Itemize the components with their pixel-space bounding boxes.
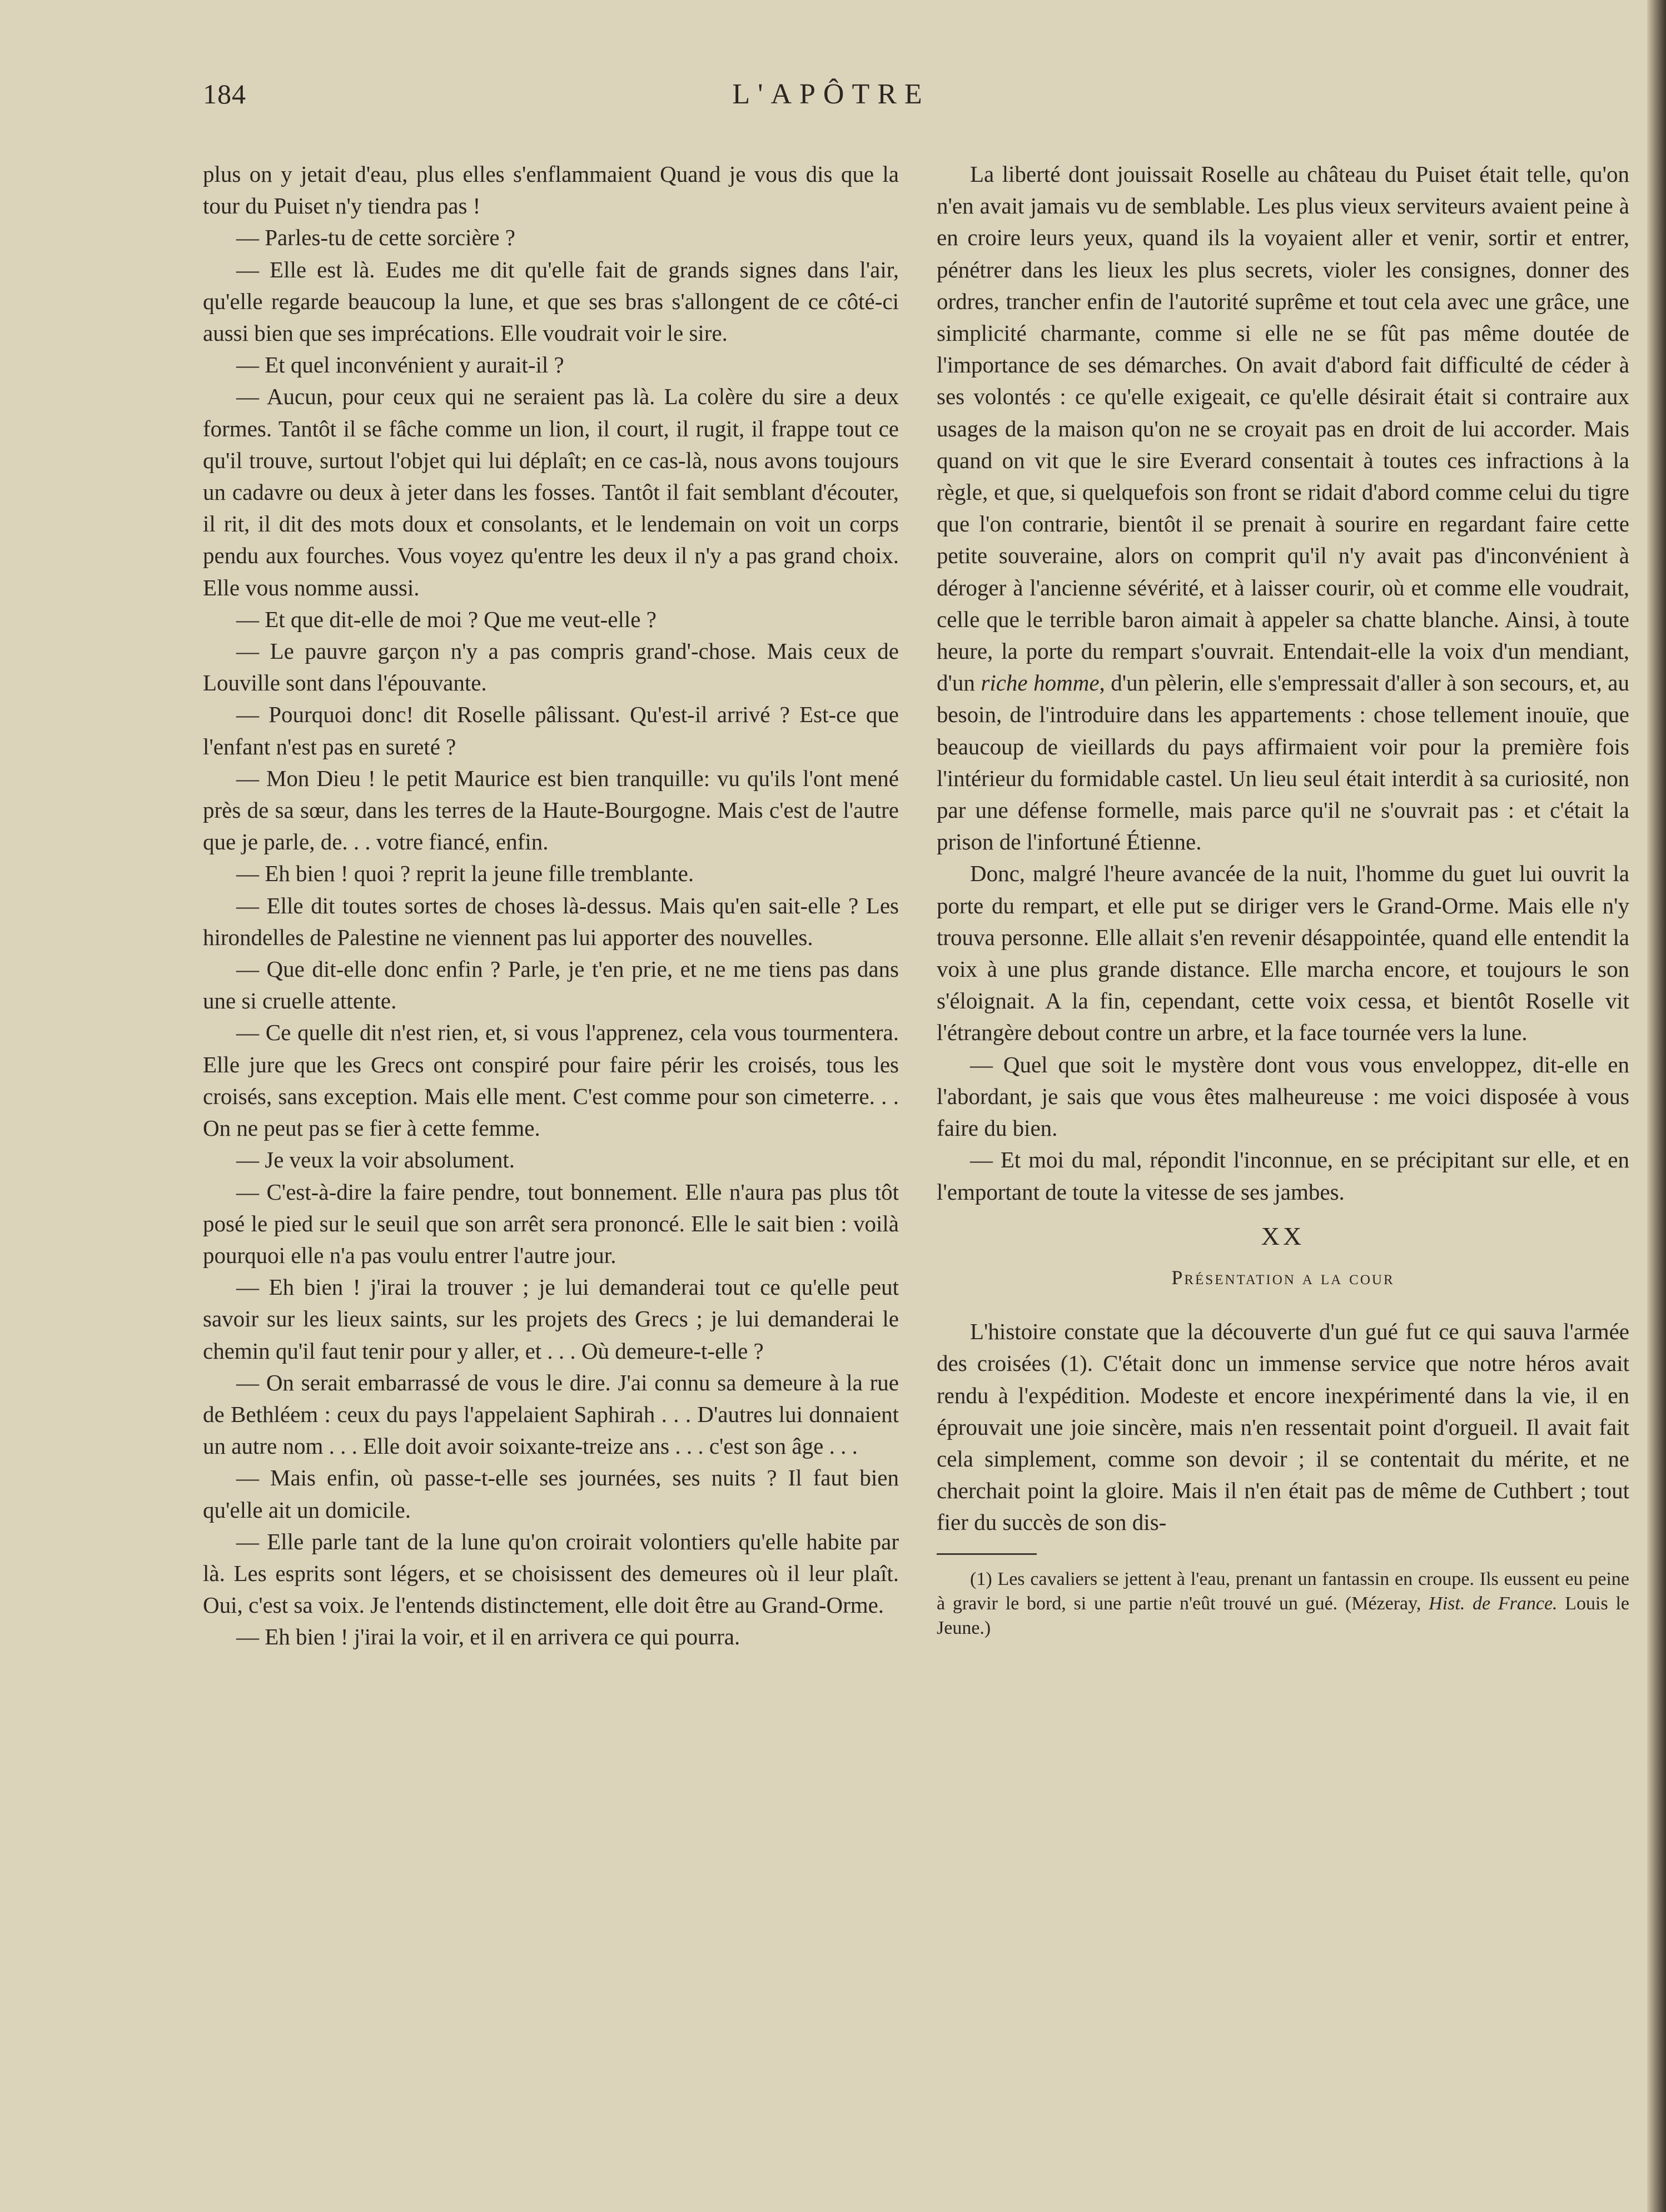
- paragraph: [937, 158, 1629, 858]
- paragraph: — Eh bien ! quoi ? reprit la jeune fille tremblante.: [236, 861, 694, 887]
- running-head: [203, 78, 1459, 122]
- paragraph: — Parles-tu de cette sorcière ?: [236, 225, 516, 251]
- paragraph: plus on y jetait d'eau, plus elles s'enflammaient Quand je vous dis que la tour du Puiset n'y tiendra pas !: [203, 161, 899, 219]
- paragraph: — Mon Dieu ! le petit Maurice est bien tranquille: vu qu'ils l'ont mené près de sa sœur, dans les terres de la Haute-Bourgogne. Mais c'est de l'autre que je parle, de. . . votre fiancé, enfin.: [203, 765, 899, 855]
- italic-phrase: riche homme: [981, 670, 1100, 696]
- paragraph: — Pourquoi donc! dit Roselle pâlissant. Qu'est-il arrivé ? Est-ce que l'enfant n'est pas en sureté ?: [203, 702, 899, 759]
- paragraph: — Et quel inconvénient y aurait-il ?: [236, 352, 564, 378]
- paragraph: — C'est-à-dire la faire pendre, tout bonnement. Elle n'aura pas plus tôt posé le pied sur le seuil que son arrêt sera prononcé. Elle le sait bien : voilà pourquoi elle n'a pas voulu entrer l'autre jour.: [203, 1179, 899, 1268]
- chapter-title: Présentation a la cour: [1171, 1266, 1395, 1289]
- paragraph: — Et que dit-elle de moi ? Que me veut-elle ?: [236, 606, 657, 632]
- paragraph-text: , d'un pèlerin, elle s'empressait d'aller à son secours, et, au besoin, de l'introduire dans les appartements : chose tellement inouïe, que beaucoup de vieillards du pays affirmaient voir pour la première fois l'intérieur du formidable castel. Un lieu seul était interdit à sa curiosité, non par une défense formelle, mais parce qu'il ne s'ouvrait pas : et c'était la prison de l'infortuné Étienne.: [937, 670, 1629, 855]
- paragraph: — On serait embarrassé de vous le dire. J'ai connu sa demeure à la rue de Bethléem : ceux du pays l'appelaient Saphirah . . . D'autres lui donnaient un autre nom . . . Elle doit avoir soixante-treize ans . . . c'est son âge . . .: [203, 1369, 899, 1459]
- footnote-divider: [937, 1553, 1037, 1555]
- paragraph: — Que dit-elle donc enfin ? Parle, je t'en prie, et ne me tiens pas dans une si cruelle attente.: [203, 956, 899, 1014]
- paragraph: — Le pauvre garçon n'y a pas compris grand'-chose. Mais ceux de Louville sont dans l'épouvante.: [203, 638, 899, 696]
- paragraph-text: La liberté dont jouissait Roselle au château du Puiset était telle, qu'on n'en avait jamais vu de semblable. Les plus vieux serviteurs avaient peine à en croire leurs yeux, quand ils la voyaient aller et venir, sortir et entrer, pénétrer dans les lieux les plus secrets, violer les consignes, donner des ordres, trancher enfin de l'autorité suprême et tout cela avec une grâce, une simplicité charmante, comme si elle ne se fût pas même doutée de l'importance de ses démarches. On avait d'abord fait difficulté de céder à ses volontés : ce qu'elle exigeait, ce qu'elle désirait était si contraire aux usages de la maison qu'on ne se croyait pas en droit de lui accorder. Mais quand on vit que le sire Everard consentait à toutes ces infractions à la règle, et que, si quelquefois son front se ridait d'abord comme celui du tigre que l'on contrarie, bientôt il se prenait à sourire en regardant faire cette petite souveraine, alors on comprit qu'il n'y avait pas d'inconvénient à déroger à l'ancienne sévérité, et à laisser courir, où et comme elle voudrait, celle que le terrible baron aimait à appeler sa chatte blanche. Ainsi, à toute heure, la porte du rempart s'ouvrait. Entendait-elle la voix d'un mendiant, d'un: [937, 161, 1629, 696]
- paragraph: — Elle dit toutes sortes de choses là-dessus. Mais qu'en sait-elle ? Les hirondelles de Palestine ne viennent pas lui apporter des nouvelles.: [203, 892, 899, 950]
- footnote-text: (1) Les cavaliers se jettent à l'eau, prenant un fantassin en croupe. Ils eussent eu peine à gravir le bord, si une partie n'eût trouvé un gué. (Mézeray,: [937, 1568, 1629, 1614]
- paragraph: — Elle est là. Eudes me dit qu'elle fait de grands signes dans l'air, qu'elle regarde beaucoup la lune, et que ses bras s'allongent de ce côté-ci aussi bien que ses imprécations. Elle voudrait voir le sire.: [203, 256, 899, 346]
- footnote-text: Louis le Jeune.): [937, 1593, 1629, 1638]
- paragraph: — Ce quelle dit n'est rien, et, si vous l'apprenez, cela vous tourmentera. Elle jure que les Grecs ont conspiré pour faire périr les croisés, tous les croisés, sans exception. Mais elle ment. C'est comme pour son cimeterre. . . On ne peut pas se fier à cette femme.: [203, 1020, 899, 1141]
- footnote-citation: Hist. de France.: [1429, 1593, 1558, 1614]
- paragraph: — Mais enfin, où passe-t-elle ses journées, ses nuits ? Il faut bien qu'elle ait un domicile.: [203, 1465, 899, 1523]
- paragraph: Donc, malgré l'heure avancée de la nuit, l'homme du guet lui ouvrit la porte du rempart, et elle put se diriger vers le Grand-Orme. Mais elle n'y trouva personne. Elle allait s'en revenir désappointée, quand elle entendit la voix à une plus grande distance. Elle marcha encore, et toujours le son s'éloignait. A la fin, cependant, cette voix cessa, et bientôt Roselle vit l'étrangère debout contre un arbre, et la face tournée vers la lune.: [937, 861, 1629, 1046]
- paragraph: — Eh bien ! j'irai la voir, et il en arrivera ce qui pourra.: [236, 1624, 740, 1650]
- footnote: [937, 1567, 1629, 1641]
- paragraph: — Elle parle tant de la lune qu'on croirait volontiers qu'elle habite par là. Les esprits sont légers, et se choisissent des demeures où il leur plaît. Oui, c'est sa voix. Je l'entends distinctement, elle doit être au Grand-Orme.: [203, 1528, 899, 1618]
- chapter-number: XX: [1261, 1221, 1305, 1250]
- paragraph: — Quel que soit le mystère dont vous vous enveloppez, dit-elle en l'abordant, je sais que vous êtes malheureuse : me voici disposée à vous faire du bien.: [937, 1051, 1629, 1141]
- left-column: [203, 158, 899, 1653]
- page-number: 184: [203, 78, 246, 110]
- right-column: [937, 158, 1629, 1641]
- paragraph: — Aucun, pour ceux qui ne seraient pas là. La colère du sire a deux formes. Tantôt il se fâche comme un lion, il court, il rugit, il frappe tout ce qu'il trouve, surtout l'objet qui lui déplaît; en ce cas-là, nous avons toujours un cadavre ou deux à jeter dans les fosses. Tantôt il fait semblant d'écouter, il rit, il dit des mots doux et consolants, et le lendemain on voit un corps pendu aux fourches. Vous voyez qu'entre les deux il n'y a pas grand choix. Elle vous nomme aussi.: [203, 384, 899, 600]
- book-title: L'APÔTRE: [732, 78, 930, 110]
- paragraph: — Eh bien ! j'irai la trouver ; je lui demanderai tout ce qu'elle peut savoir sur les lieux saints, sur les projets des Grecs ; je lui demanderai le chemin qu'il faut tenir pour y aller, et . . . Où demeure-t-elle ?: [203, 1274, 899, 1364]
- paragraph: — Je veux la voir absolument.: [236, 1147, 515, 1173]
- page-edge-shadow: [1647, 0, 1666, 2212]
- paragraph: — Et moi du mal, répondit l'inconnue, en se précipitant sur elle, et en l'emportant de toute la vitesse de ses jambes.: [937, 1147, 1629, 1205]
- paragraph: L'histoire constate que la découverte d'un gué fut ce qui sauva l'armée des croisées (1). C'était donc un immense service que notre héros avait rendu à l'expédition. Modeste et encore inexpérimenté dans la vie, il en éprouvait une joie sincère, mais n'en ressentait point d'orgueil. Il avait fait cela simplement, comme son devoir ; il se contentait du mérite, et ne cherchait point la gloire. Mais il n'en était pas de même de Cuthbert ; tout fier du succès de son dis-: [937, 1319, 1629, 1535]
